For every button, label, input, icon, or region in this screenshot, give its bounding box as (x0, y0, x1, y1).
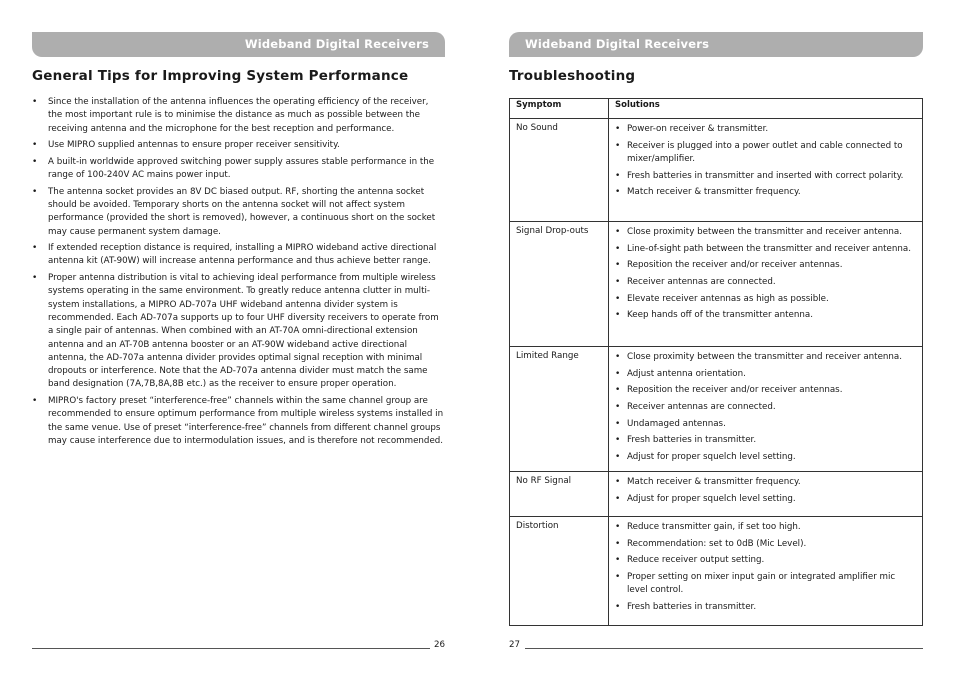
solution-item: • Match receiver & transmitter frequency. (615, 476, 916, 489)
solution-item: • Receiver antennas are connected. (615, 401, 916, 414)
solutions-cell (609, 119, 923, 222)
left-footer-rule (32, 648, 430, 649)
solution-item: • Receiver is plugged into a power outlet and cable connected to mixer/amplifier. (615, 140, 916, 167)
solutions-cell (609, 347, 923, 472)
table-row (510, 119, 923, 222)
solution-item: • Adjust for proper squelch level setting. (615, 451, 916, 464)
right-header-banner: Wideband Digital Receivers (509, 32, 923, 57)
right-page (509, 0, 923, 675)
solution-item: • Close proximity between the transmitter and receiver antenna. (615, 226, 916, 239)
header-symptom: Symptom (510, 99, 609, 119)
table-header-row (510, 99, 923, 119)
symptom-cell: No Sound (510, 119, 609, 222)
solution-item: • Fresh batteries in transmitter and inserted with correct polarity. (615, 170, 916, 183)
tip-item: • Use MIPRO supplied antennas to ensure proper receiver sensitivity. (32, 139, 445, 152)
solution-item: • Reduce receiver output setting. (615, 554, 916, 567)
solution-item: • Adjust for proper squelch level setting. (615, 493, 916, 506)
troubleshooting-table (509, 98, 923, 626)
solution-item: • Elevate receiver antennas as high as possible. (615, 293, 916, 306)
left-header-banner: Wideband Digital Receivers (32, 32, 445, 57)
solution-item: • Keep hands off of the transmitter antenna. (615, 309, 916, 322)
solution-item: • Receiver antennas are connected. (615, 276, 916, 289)
tip-item: • Proper antenna distribution is vital to achieving ideal performance from multiple wireless systems operating in the same environment. To greatly reduce antenna clutter in multi-system installations, a MIPRO AD-707a UHF wideband antenna divider system is recommended. Each AD-707a supports up to four UHF diversity receivers to operate from a single pair of antennas. When combined with an AT-70A omni-directional extension antenna and an AT-70B antenna booster or an AT-90W wideband active directional antenna, the AD-707a antenna divider provides optimal signal reception with minimal dropouts or interference. Note that the AD-707a antenna divider must match the same band designation (7A,7B,8A,8B etc.) as the receiver to ensure proper operation. (32, 272, 445, 392)
table-row (510, 517, 923, 626)
symptom-cell: Distortion (510, 517, 609, 626)
solutions-cell (609, 517, 923, 626)
right-page-title: Troubleshooting (509, 68, 636, 84)
solution-item: • Undamaged antennas. (615, 418, 916, 431)
solution-item: • Close proximity between the transmitter and receiver antenna. (615, 351, 916, 364)
solutions-cell (609, 472, 923, 517)
solution-item: • Power-on receiver & transmitter. (615, 123, 916, 136)
symptom-cell: Signal Drop-outs (510, 222, 609, 347)
symptom-cell: Limited Range (510, 347, 609, 472)
solution-item: • Fresh batteries in transmitter. (615, 434, 916, 447)
tip-item: • If extended reception distance is required, installing a MIPRO wideband active directional antenna kit (AT-90W) will increase antenna performance and thus achieve better range. (32, 242, 445, 269)
solution-item: • Adjust antenna orientation. (615, 368, 916, 381)
left-page-number: 26 (434, 640, 446, 650)
table-row (510, 472, 923, 517)
header-solutions: Solutions (609, 99, 923, 119)
tip-item: • MIPRO's factory preset “interference-free” channels within the same channel group are recommended to ensure optimum performance from multiple wireless systems installed in the same venue. Use of preset “interference-free” channels from different channel groups may cause interference due to intermodulation issues, and is therefore not recommended. (32, 395, 445, 448)
solution-item: • Reposition the receiver and/or receiver antennas. (615, 384, 916, 397)
tip-item: • A built-in worldwide approved switching power supply assures stable performance in the range of 100-240V AC mains power input. (32, 156, 445, 183)
solution-item: • Fresh batteries in transmitter. (615, 601, 916, 614)
solution-item: • Match receiver & transmitter frequency. (615, 186, 916, 199)
right-page-number: 27 (509, 640, 521, 650)
left-page-title: General Tips for Improving System Performance (32, 68, 409, 84)
solution-item: • Reposition the receiver and/or receiver antennas. (615, 259, 916, 272)
right-footer-rule (525, 648, 923, 649)
tip-item: • The antenna socket provides an 8V DC biased output. RF, shorting the antenna socket should be avoided. Temporary shorts on the antenna socket will not affect system performance (provided the short is removed), however, a continuous short on the socket may cause permanent system damage. (32, 186, 445, 239)
solution-item: • Proper setting on mixer input gain or integrated amplifier mic level control. (615, 571, 916, 598)
table-row (510, 222, 923, 347)
symptom-cell: No RF Signal (510, 472, 609, 517)
solution-item: • Line-of-sight path between the transmitter and receiver antenna. (615, 243, 916, 256)
solution-item: • Reduce transmitter gain, if set too high. (615, 521, 916, 534)
solutions-cell (609, 222, 923, 347)
solution-item: • Recommendation: set to 0dB (Mic Level). (615, 538, 916, 551)
tip-item: • Since the installation of the antenna influences the operating efficiency of the receiver, the most important rule is to minimise the distance as much as possible between the receiving antenna and the microphone for the best reception and performance. (32, 96, 445, 136)
left-page (32, 0, 445, 675)
table-row (510, 347, 923, 472)
tips-list (32, 96, 445, 452)
